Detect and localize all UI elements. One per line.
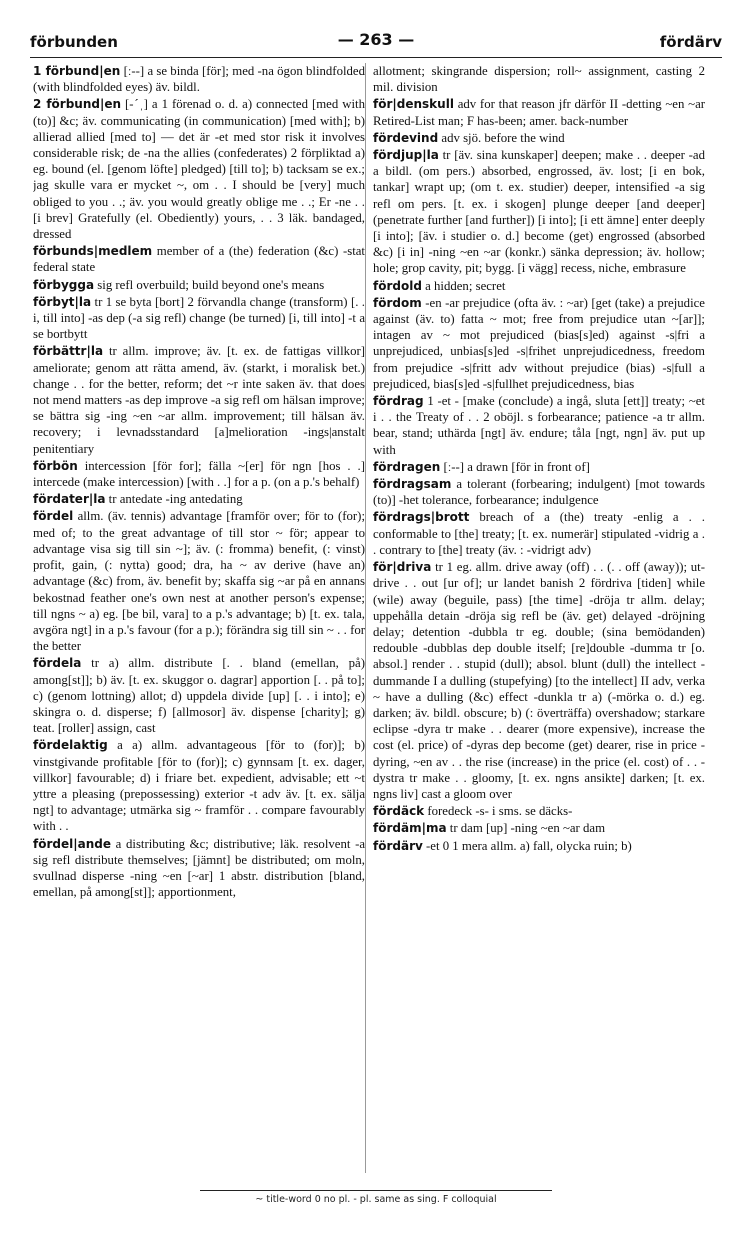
column-divider (365, 63, 366, 1173)
entry-definition: tr allm. improve; äv. [t. ex. de fattigas villkor] ameliorate; genom att rätta amend, äv. (starkt, i moralisk bet.) change . . for the better, reform; det ~r inte saken äv. that does not mend matters -as dep improve -a sig refl om hälsan improve; se bättra sig -ing ~en ~ar allm. improvement; till hälsan äv. recovery; i levnadsstandard [a]melioration -ings|anstalt penitentiary (33, 344, 365, 456)
entry-definition: tr [äv. sina kunskaper] deepen; make . . deeper -ad a bildl. (om pers.) absorbed, engrossed, äv. lost; [i en bok, tankar] wrapt up; (om t. ex. studier) deeper, intensified -a sig refl om pers. [t. ex. i skogen] plunge deeper [and deeper] (penetrate further [and further]) [i into]; [i ett ämne] enter deeply [i into]; [äv. i studier o. d.] become (get) engrossed (absorbed &c) [i in] -ning ~en ~ar (konkr.) sänka depression; äv. hollow; hole; grop cavity, pit; bygg. [i vägg] recess, niche, embrasure (373, 148, 705, 276)
entry-definition: tr 1 se byta [bort] 2 förvandla change (transform) [. . i, till into] -as dep (-a sig refl) change (be turned) [i, till into] -t a se bortbytt (33, 294, 365, 342)
header-rule (30, 57, 722, 58)
entry-definition: allotment; skingrande dispersion; roll~ assignment, casting 2 mil. division (373, 64, 705, 95)
entry-headword: för|driva (373, 560, 432, 575)
entry-definition: -en -ar prejudice (ofta äv. : ~ar) [get (take) a prejudice against (äv. to) fatta ~ mot; free from prejudice utan ~[ar]]; intagen av ~ mot prejudiced (bias[s]ed) against -s|fri a unprejudiced, unbias[s]ed -s|frihet unprejudicedness, freedom from prejudice -s|fritt adv without prejudice (bias) -s|full a prejudiced, bias[s]ed -s|fullhet prejudicedness, bias (373, 295, 705, 391)
dictionary-entry (33, 508, 365, 654)
dictionary-entry (33, 491, 365, 507)
entry-headword: fördom (373, 295, 422, 310)
dictionary-entry (33, 737, 365, 834)
entry-definition: tr a) allm. distribute [. . bland (emellan, på) among[st]]; b) äv. [t. ex. skuggor o. dagrar] apportion [. . på to]; c) (genom lottning) allot; d) uppdela divide [up] [. . i into]; e) skingra o. d. disperse; f) [allmosor] äv. dispense [charity]; g) teat. [roller] assign, cast (33, 656, 365, 736)
dictionary-entry (373, 278, 705, 294)
footer-rule (200, 1190, 552, 1191)
entry-headword: för|denskull (373, 97, 454, 112)
entry-headword: förbyt|la (33, 294, 92, 309)
dictionary-entry (373, 130, 705, 146)
entry-headword: fördela (33, 656, 82, 671)
header-right-guideword: fördärv (659, 33, 722, 51)
entry-headword: fördevind (373, 130, 439, 145)
entry-definition: [ː--] a se binda [för]; med -na ögon blindfolded (with blindfolded eyes) äv. bildl. (33, 64, 365, 95)
entry-definition: sig refl overbuild; build beyond one's means (97, 277, 325, 292)
entry-headword: förbunds|medlem (33, 244, 153, 259)
dictionary-entry (373, 96, 705, 128)
entry-headword: förbygga (33, 277, 95, 292)
entry-headword: fördelaktig (33, 738, 108, 753)
dictionary-entry (373, 509, 705, 558)
dictionary-entry (373, 459, 705, 475)
right-column (373, 63, 705, 1173)
entry-definition: allm. (äv. tennis) advantage [framför over; för to (for); med of; to the great advantage of till stor ~ för; appear to advantage visa sig till sin ~]; äv. (: fromma) benefit, (: vinst) profit, gain, (: nytta) good; dra, ha ~ av derive (have an) advantage (&c) from, äv. benefit by; skaffa sig ~ar på en annans bekostnad feather one's own nest at another person's expense; till ngns ~ a) eg. [be bil, vara] to a p.'s advantage; b) [t. ex. tala, avgöra ngt] in a p.'s favour (for a p.); förändra sig till sin ~ . . for the better (33, 509, 365, 654)
entry-definition: adv for that reason jfr därför II -detting ~en ~ar Retired-List man; F has-been; amer. back-number (373, 97, 705, 128)
entry-definition: a hidden; secret (425, 278, 506, 293)
entry-headword: fördel|ande (33, 836, 111, 851)
dictionary-entry (373, 147, 705, 277)
entry-definition: adv sjö. before the wind (441, 130, 565, 145)
dictionary-entry (373, 838, 705, 854)
entry-definition: -et 0 1 mera allm. a) fall, olycka ruin; b) (426, 838, 632, 853)
dictionary-entry (33, 96, 365, 242)
header-left-guideword: förbunden (30, 33, 118, 51)
entry-headword: fördragsam (373, 477, 452, 492)
entry-definition: member of a (the) federation (&c) -stat federal state (33, 244, 365, 275)
entry-definition: [-ˊˌ] a 1 förenad o. d. a) connected [med with (to)] &c; äv. communicating (in communication) [med with]; b) allierad allied [med to] — det är -et med stor risk it involves considerable risk; de -na the allies (confederates) 2 förpliktad a) eg. bound (el. [genom löfte] pledged) [till to]; b) tacksam se ex.; jag skulle vara er mycket ~, om . . I should be [very] much obliged to you . .; äv. you would greatly oblige me . .; Er -ne . . [i brev] Gratefully (el. Obediently) yours, . . 3 läk. bandaged, dressed (33, 97, 365, 242)
page-footer-legend: ~ title-word 0 no pl. - pl. same as sing. F colloquial (255, 1194, 497, 1205)
entry-headword: 2 förbund|en (33, 97, 122, 112)
dictionary-entry (33, 836, 365, 901)
dictionary-entry (373, 820, 705, 836)
entry-headword: förbättr|la (33, 344, 104, 359)
dictionary-entry (33, 277, 365, 293)
entry-headword: fördjup|la (373, 148, 439, 163)
entry-definition: tr antedate -ing antedating (108, 492, 243, 507)
entry-headword: fördäm|ma (373, 821, 447, 836)
dictionary-entry (33, 655, 365, 736)
entry-headword: fördragen (373, 459, 441, 474)
entry-headword: fördärv (373, 838, 423, 853)
entry-definition: tr 1 eg. allm. drive away (off) . . (. . off (away)); ut- drive . . out [ur of]; ur landet banish 2 fördriva [tiden] while (wile) away (beguile, pass) [the time] -dröja tr allm. delay; uppehålla detain -dröja sig refl be (äv. get) delayed -dröjning delay; detention -dubbla tr eg. double; (sina bemödanden) redouble -dubblas dep double itself; [re]double -dumma tr [o. absol.] render . . stupid (dull); absol. blunt (dull) the intellect -dummande I a dulling (stupefying) [to the intellect] II adv, verka ~ have a dulling (&c) effect -dunkla tr a) (-mörka o. d.) eg. darken; äv. bildl. obscure; b) (: överträffa) overshadow; starkare eclipse -dyra tr make . . dearer (more expensive), increase the cost (el. price) of -dyras dep become (get) dearer, rise in price -dyring, ~en av . . the rise (increase) in the price (el. cost) of . . -dystra tr make . . gloomy, [t. ex. ngns ansikte] darken; [t. ex. ngns liv] cast a gloom over (373, 560, 705, 801)
entry-headword: fördäck (373, 804, 425, 819)
dictionary-entry (373, 476, 705, 508)
entry-headword: fördold (373, 278, 422, 293)
dictionary-entry (33, 294, 365, 343)
entry-headword: fördel (33, 509, 74, 524)
entry-headword: fördrag (373, 394, 424, 409)
dictionary-entry (33, 243, 365, 275)
entry-definition: a distributing &c; distributive; läk. resolvent -a sig refl distribute themselves; [jämnt] be distributed; om moln, svullnad disperse -ning ~en [~ar] 1 abstr. distribution [bland, emellan, på among[st]]; apportionment, (33, 836, 365, 900)
dictionary-entry (33, 343, 365, 456)
dictionary-entry (33, 63, 365, 95)
entry-headword: fördater|la (33, 492, 106, 507)
entry-definition: foredeck -s- i sms. se däcks- (427, 804, 573, 819)
entry-headword: fördrags|brott (373, 510, 470, 525)
entry-definition: breach of a (the) treaty -enlig a . . conformable to [the] treaty; [t. ex. numerär] stipulated -vidrig a . . contrary to [the] treaty (äv. : -vidrigt adv) (373, 510, 705, 557)
entry-definition: [ː--] a drawn [för in front of] (443, 459, 590, 474)
dictionary-entry (33, 458, 365, 490)
entry-definition: 1 -et - [make (conclude) a ingå, sluta [ett]] treaty; ~et i . . the Treaty of . . 2 oböjl. s forbearance; patience -a tr allm. bear, stand; uthärda [ngt] äv. endure; tåla [ngt, ngn] äv. put up with (373, 394, 705, 457)
dictionary-entry (373, 63, 705, 95)
left-column (33, 63, 365, 1173)
entry-definition: tr dam [up] -ning ~en ~ar dam (449, 821, 606, 836)
dictionary-entry (373, 803, 705, 819)
dictionary-entry (373, 559, 705, 802)
entry-headword: 1 förbund|en (33, 64, 121, 78)
dictionary-entry (373, 295, 705, 392)
header-page-number: — 263 — (337, 30, 415, 49)
entry-definition: a a) allm. advantageous [för to (for)]; b) vinstgivande profitable [för to (for)]; c) gynnsam [t. ex. dager, villkor] favourable; d) i friare bet. expedient, advisable; ett ~t yttre a pleasing (prepossessing) exterior -t adv äv. [t. ex. sälja ngt] to advantage; utmärka sig ~ framför . . compare favourably with . . (33, 738, 365, 834)
page-header (30, 30, 722, 56)
entry-definition: intercession [för for]; fälla ~[er] för ngn [hos . .] intercede (make intercession) [with . .] for a p. (on a p.'s behalf) (33, 458, 365, 490)
entry-headword: förbön (33, 458, 78, 473)
dictionary-entry (373, 393, 705, 458)
entry-definition: a tolerant (forbearing; indulgent) [mot towards (to)] -het tolerance, forbearance; indulgence (373, 477, 705, 508)
